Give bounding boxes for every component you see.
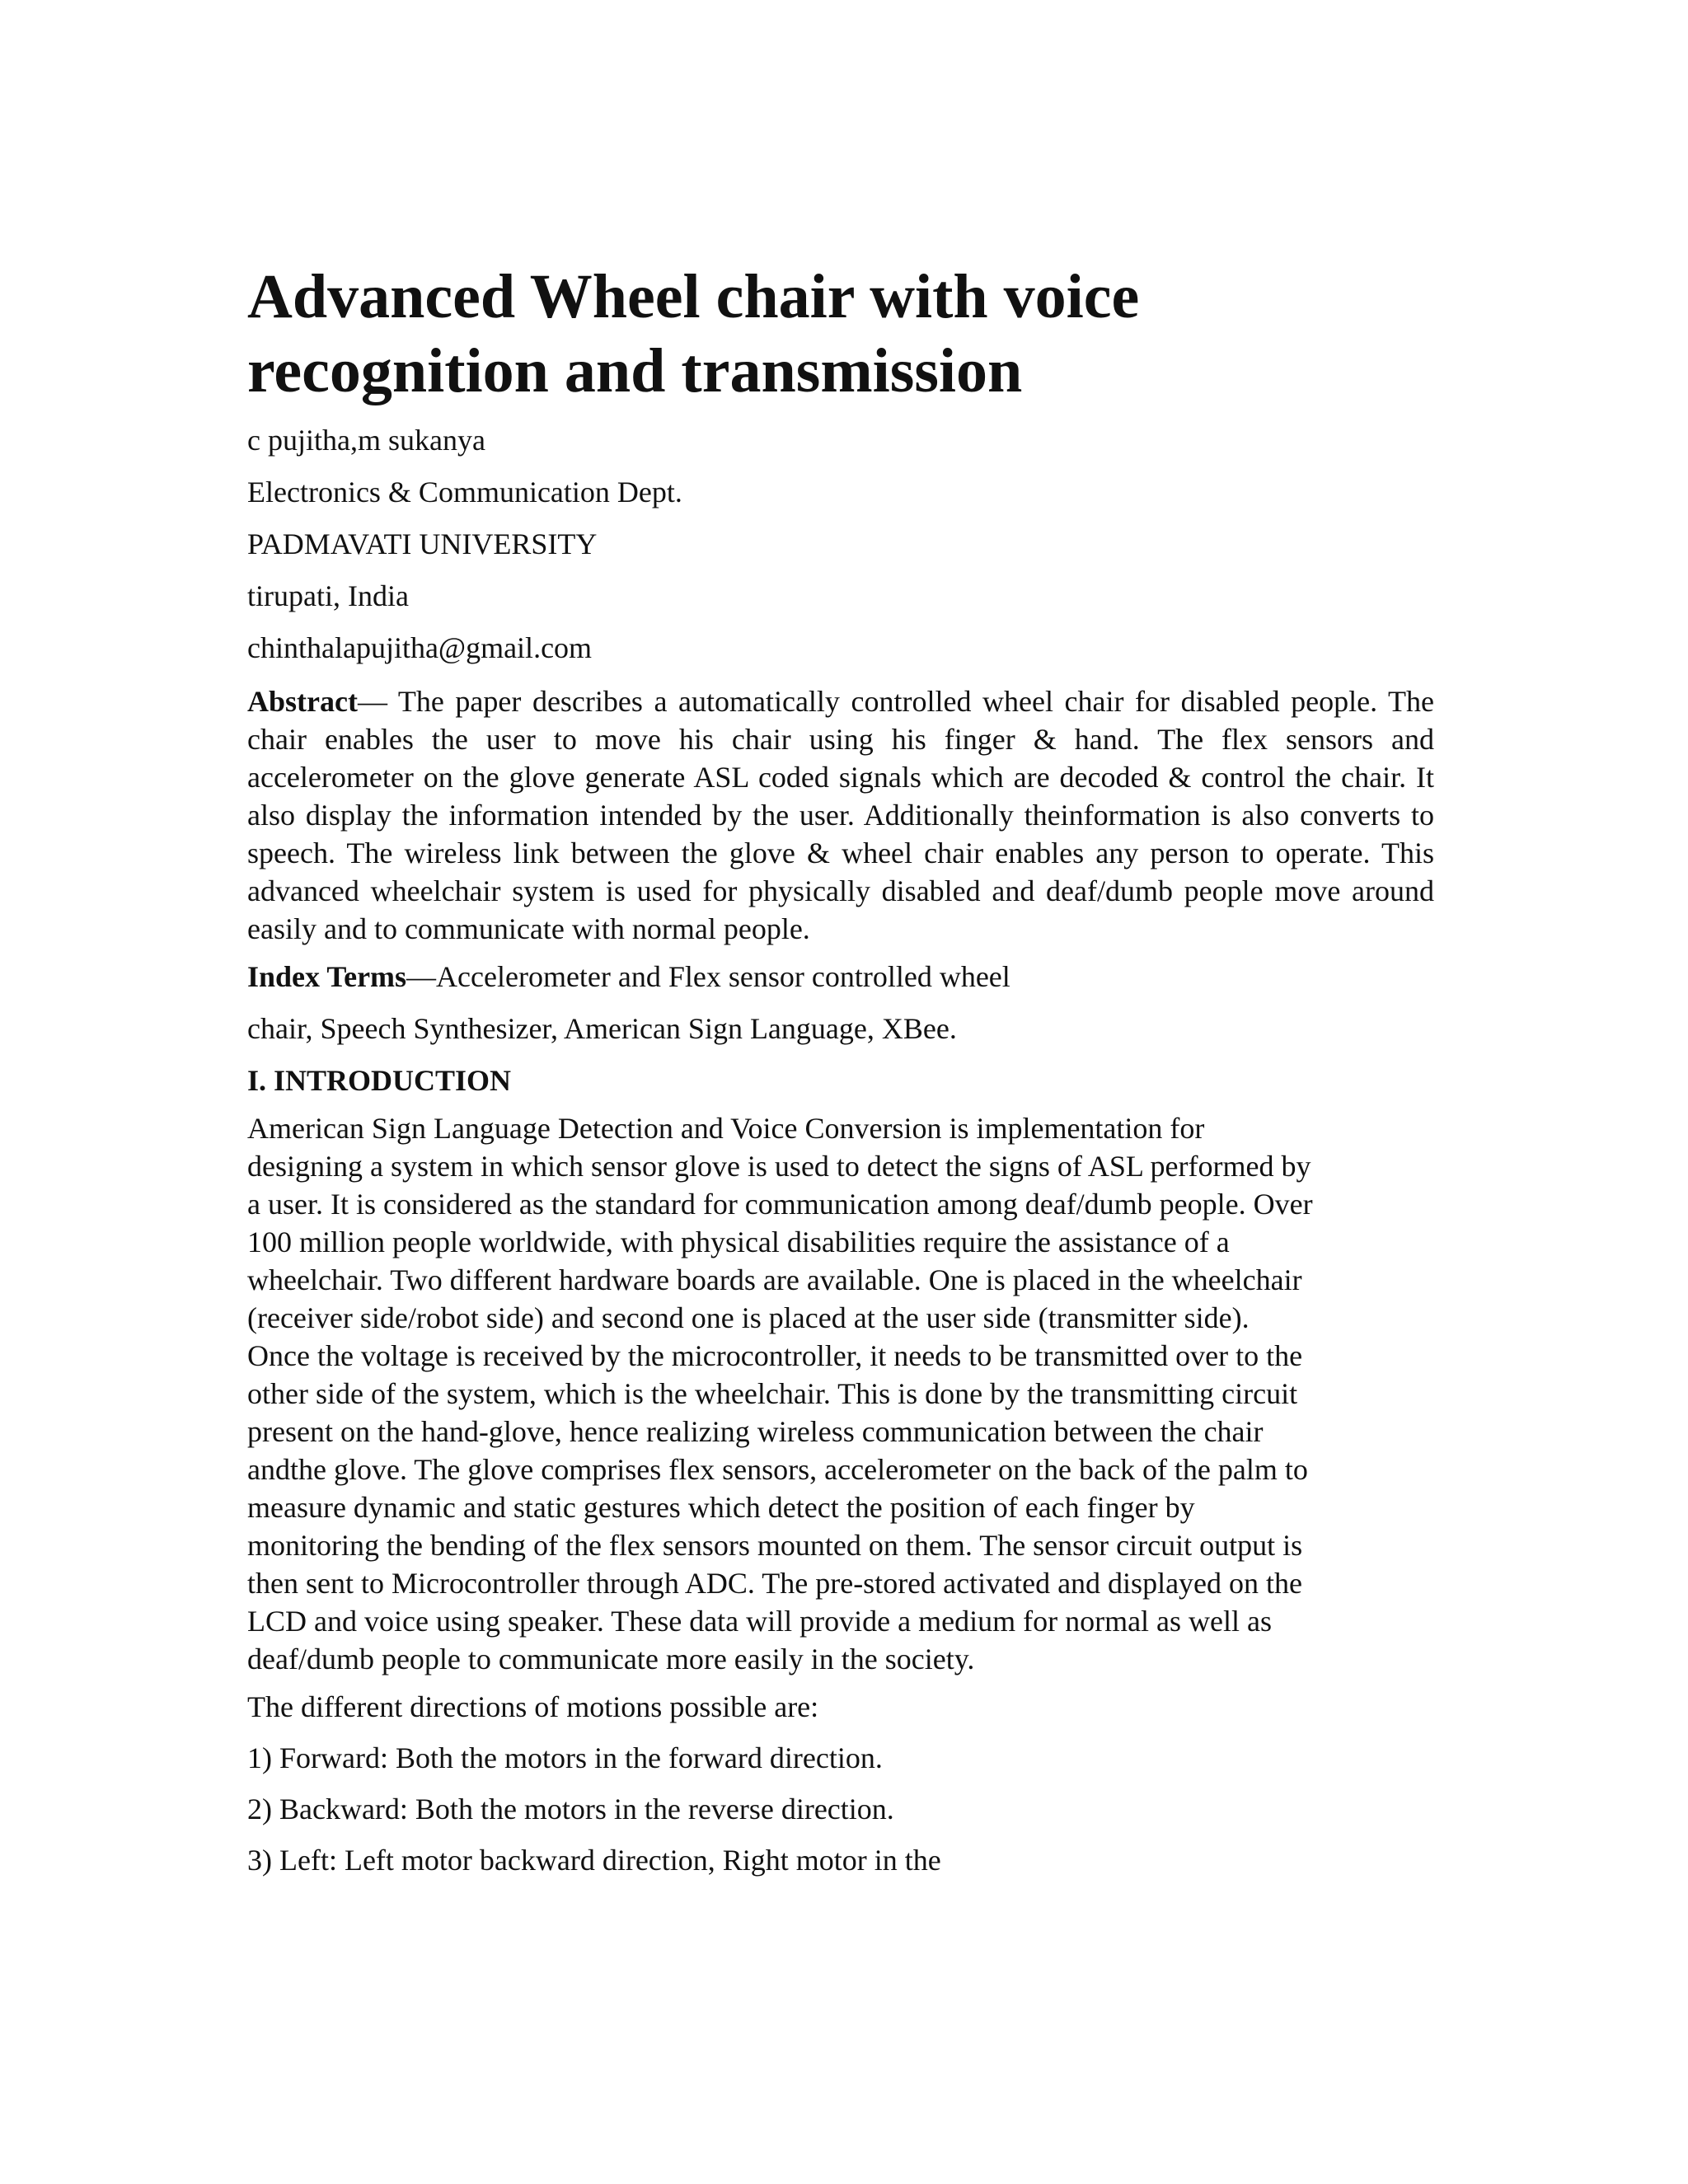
intro-line: then sent to Microcontroller through ADC. The pre-stored activated and displayed on the: [247, 1567, 1303, 1600]
intro-line: designing a system in which sensor glove is used to detect the signs of ASL performed by: [247, 1150, 1311, 1183]
paper-title: [247, 260, 1434, 408]
intro-line: present on the hand-glove, hence realizing wireless communication between the chair: [247, 1415, 1264, 1448]
university: PADMAVATI UNIVERSITY: [247, 527, 598, 560]
introduction-paragraph: [247, 1109, 1434, 1678]
index-terms-text-1: —Accelerometer and Flex sensor controlled wheel: [406, 960, 1010, 993]
index-terms-label: Index Terms: [247, 960, 407, 993]
paper-page: [247, 260, 1434, 1894]
intro-line: wheelchair. Two different hardware boards are available. One is placed in the wheelchair: [247, 1263, 1302, 1296]
intro-line: 100 million people worldwide, with physical disabilities require the assistance of a: [247, 1226, 1230, 1258]
intro-line: American Sign Language Detection and Voice Conversion is implementation for: [247, 1112, 1205, 1145]
index-terms: [247, 959, 1434, 994]
motion-item-left: 3) Left: Left motor backward direction, Right motor in the: [247, 1844, 941, 1877]
motion-item-forward: 1) Forward: Both the motors in the forward direction.: [247, 1741, 883, 1774]
intro-line: other side of the system, which is the wheelchair. This is done by the transmitting circuit: [247, 1377, 1298, 1410]
motion-item-backward: 2) Backward: Both the motors in the reverse direction.: [247, 1793, 894, 1825]
email: chinthalapujitha@gmail.com: [247, 631, 593, 664]
motions-intro: The different directions of motions possible are:: [247, 1690, 819, 1723]
paper-title-line-2: recognition and transmission: [247, 336, 1023, 405]
intro-line: Once the voltage is received by the microcontroller, it needs to be transmitted over to the: [247, 1339, 1303, 1372]
paper-title-line-1: Advanced Wheel chair with voice: [247, 262, 1140, 331]
abstract-label: Abstract: [247, 685, 358, 718]
department: Electronics & Communication Dept.: [247, 476, 682, 509]
intro-line: deaf/dumb people to communicate more easily in the society.: [247, 1643, 975, 1675]
index-terms-line-2: chair, Speech Synthesizer, American Sign Language, XBee.: [247, 1012, 957, 1045]
intro-line: measure dynamic and static gestures which detect the position of each finger by: [247, 1491, 1195, 1524]
abstract: [247, 682, 1434, 948]
intro-line: monitoring the bending of the flex sensors mounted on them. The sensor circuit output is: [247, 1529, 1303, 1562]
location: tirupati, India: [247, 579, 409, 612]
intro-line: (receiver side/robot side) and second one is placed at the user side (transmitter side).: [247, 1301, 1250, 1334]
intro-line: LCD and voice using speaker. These data will provide a medium for normal as well as: [247, 1605, 1273, 1638]
intro-line: andthe glove. The glove comprises flex sensors, accelerometer on the back of the palm to: [247, 1453, 1308, 1486]
section-heading-introduction: I. INTRODUCTION: [247, 1064, 512, 1097]
abstract-text: — The paper describes a automatically controlled wheel chair for disabled people. The chair enables the user to move his chair using his finger & hand. The flex sensors and accelerometer on the glove generate ASL coded signals which are decoded & control the chair. It also display the information intended by the user. Additionally theinformation is also converts to speech. The wireless link between the glove & wheel chair enables any person to operate. This advanced wheelchair system is used for physically disabled and deaf/dumb people move around easily and to communicate with normal people.: [247, 685, 1434, 945]
intro-line: a user. It is considered as the standard for communication among deaf/dumb people. Over: [247, 1188, 1313, 1221]
authors: c pujitha,m sukanya: [247, 424, 485, 457]
